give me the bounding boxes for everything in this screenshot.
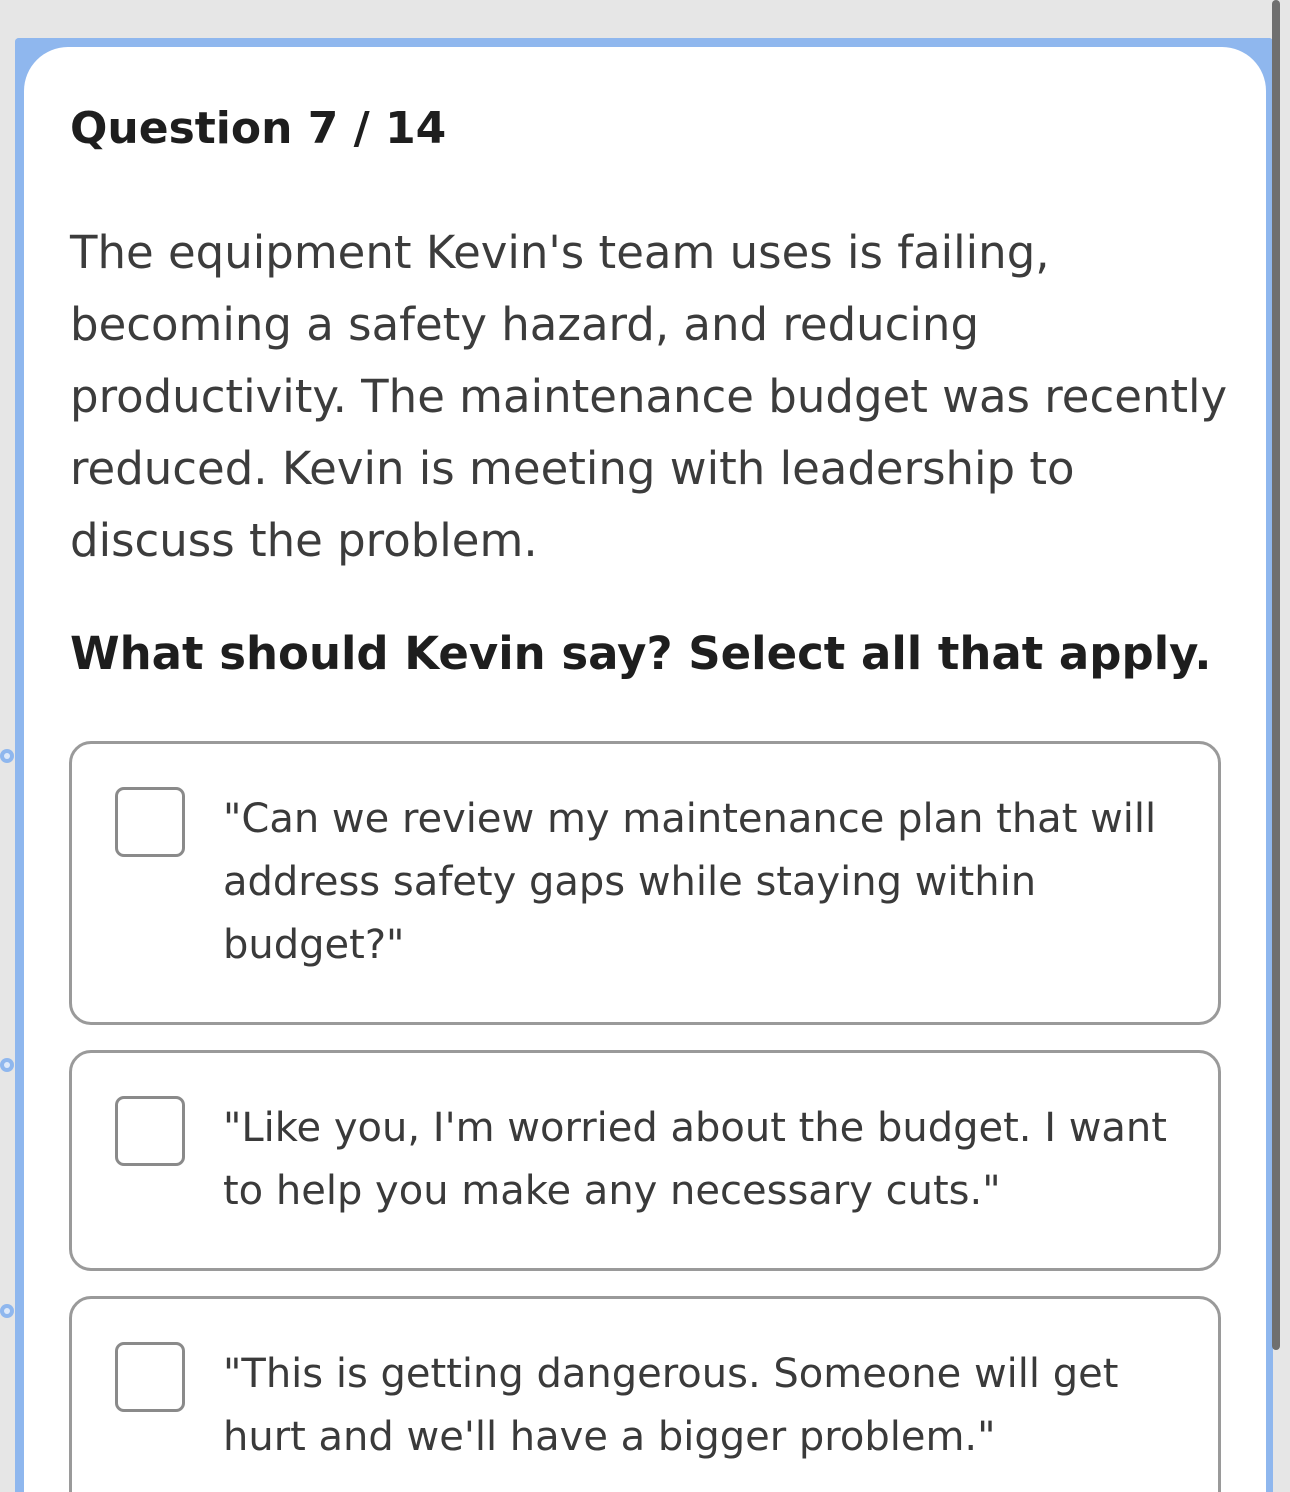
option-label: "Like you, I'm worried about the budget. I want to help you make any necessary cuts." xyxy=(223,1105,1167,1214)
scrollbar[interactable] xyxy=(1272,0,1280,1350)
option-label: "Can we review my maintenance plan that will address safety gaps while staying within budget?" xyxy=(223,796,1157,968)
question-card xyxy=(24,47,1266,1492)
option-checkbox[interactable] xyxy=(115,787,185,857)
resize-handle[interactable] xyxy=(0,749,14,763)
question-instruction: What should Kevin say? Select all that apply. xyxy=(70,627,1212,680)
resize-handle[interactable] xyxy=(0,1304,14,1318)
option-checkbox[interactable] xyxy=(115,1096,185,1166)
question-number: Question 7 / 14 xyxy=(70,103,447,154)
option-label: "This is getting dangerous. Someone will get hurt and we'll have a bigger problem." xyxy=(223,1351,1119,1460)
option-checkbox[interactable] xyxy=(115,1342,185,1412)
question-prompt: The equipment Kevin's team uses is failing, becoming a safety hazard, and reducing productivity. The maintenance budget was recently reduced. Kevin is meeting with leadership to discuss the problem. xyxy=(70,226,1228,567)
resize-handle[interactable] xyxy=(0,1058,14,1072)
answer-option-1[interactable] xyxy=(69,741,1221,1025)
answer-option-3[interactable] xyxy=(69,1296,1221,1492)
answer-option-2[interactable] xyxy=(69,1050,1221,1271)
